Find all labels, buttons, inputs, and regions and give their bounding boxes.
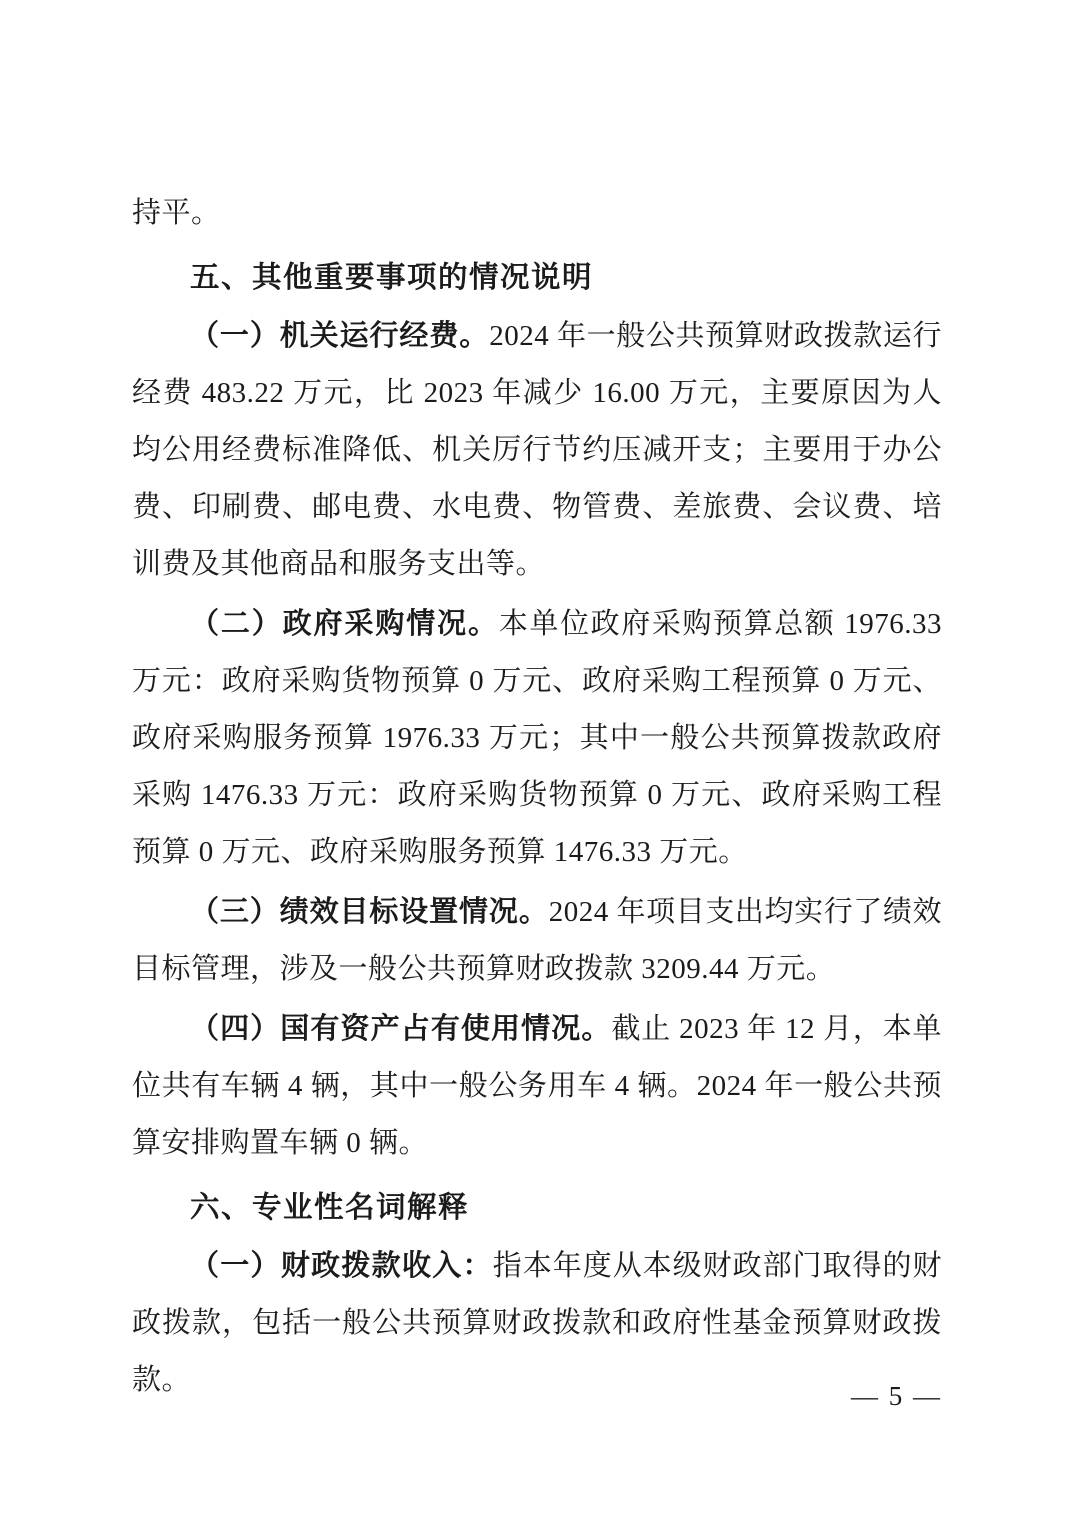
text-government-procurement: 本单位政府采购预算总额 1976.33 万元：政府采购货物预算 0 万元、政府采购工程预算 0 万元、政府采购服务预算 1976.33 万元；其中一般公共预算拨款政府采购 1476.33 万元：政府采购货物预算 0 万元、政府采购工程预算 0 万元、政府采购服务预算 1476.33 万元。	[132, 608, 942, 868]
paragraph-organ-operating-funds	[132, 307, 942, 593]
paragraph-continued: 持平。	[132, 197, 221, 229]
heading-section-six: 六、专业性名词解释	[190, 1189, 470, 1224]
lead-performance-targets: （三）绩效目标设置情况。	[190, 894, 549, 928]
paragraph-state-owned-assets	[132, 1000, 942, 1172]
text-performance-targets: 2024 年项目支出均实行了绩效目标管理，涉及一般公共预算财政拨款 3209.44 万元。	[132, 896, 942, 985]
lead-state-owned-assets: （四）国有资产占有使用情况。	[190, 1011, 612, 1045]
page-number: — 5 —	[851, 1381, 942, 1411]
text-fiscal-appropriation-income: 指本年度从本级财政部门取得的财政拨款，包括一般公共预算财政拨款和政府性基金预算财政拨款。	[132, 1250, 942, 1396]
lead-organ-operating-funds: （一）机关运行经费。	[190, 318, 490, 352]
heading-section-five: 五、其他重要事项的情况说明	[190, 259, 594, 294]
text-organ-operating-funds: 2024 年一般公共预算财政拨款运行经费 483.22 万元，比 2023 年减少 16.00 万元，主要原因为人均公用经费标准降低、机关厉行节约压减开支；主要用于办公费、印刷费、邮电费、水电费、物管费、差旅费、会议费、培训费及其他商品和服务支出等。	[132, 320, 942, 580]
lead-government-procurement: （二）政府采购情况。	[190, 606, 499, 640]
paragraph-performance-targets	[132, 883, 942, 998]
paragraph-fiscal-appropriation-income	[132, 1237, 942, 1409]
paragraph-government-procurement	[132, 595, 942, 881]
lead-fiscal-appropriation-income: （一）财政拨款收入：	[190, 1248, 493, 1282]
text-state-owned-assets: 截止 2023 年 12 月，本单位共有车辆 4 辆，其中一般公务用车 4 辆。2024 年一般公共预算安排购置车辆 0 辆。	[132, 1013, 942, 1159]
